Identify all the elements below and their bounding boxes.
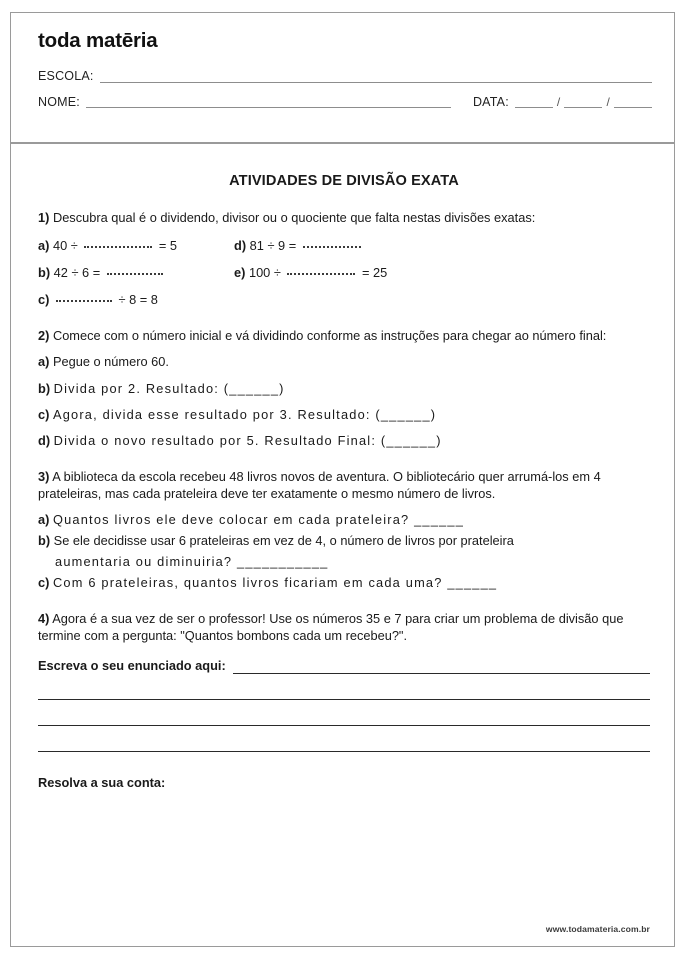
answer-blank[interactable]: [56, 300, 112, 302]
item-text: Com 6 prateleiras, quantos livros ficariam em cada uma? ______: [52, 574, 498, 590]
item-label: b): [38, 380, 51, 396]
exercise-4-answer-header: [38, 657, 650, 674]
item-expression-after: ÷ 8 = 8: [118, 292, 158, 308]
exercise-3-item-a[interactable]: [38, 511, 650, 528]
exercise-4-text: Agora é a sua vez de ser o professor! Use os números 35 e 7 para criar um problema de divisão que termine com a pergunta: "Quantos bombons cada um recebeu?".: [38, 610, 624, 643]
answer-line-4[interactable]: [38, 726, 650, 752]
item-label: d): [234, 238, 247, 254]
item-expression-before: 100 ÷: [248, 265, 281, 281]
answer-line-1[interactable]: [233, 661, 650, 674]
worksheet-body: [11, 144, 674, 791]
item-text: aumentaria ou diminuiria? ___________: [55, 553, 329, 569]
school-input-line[interactable]: [100, 71, 652, 83]
exercise-2-prompt: [38, 327, 650, 344]
item-text: Divida por 2. Resultado: (______): [53, 380, 285, 396]
answer-blank[interactable]: [107, 273, 163, 275]
page-title: ATIVIDADES DE DIVISÃO EXATA: [229, 173, 459, 189]
exercise-1-item-e: [234, 264, 650, 281]
item-expression-after: = 5: [158, 238, 178, 254]
date-month-line[interactable]: [564, 96, 602, 108]
exercise-1-item-d: [234, 237, 650, 254]
exercise-3-item-c[interactable]: [38, 574, 650, 591]
footer-url: www.todamateria.com.br: [545, 924, 650, 934]
item-label: a): [38, 354, 50, 370]
item-label: c): [38, 574, 50, 590]
date-day-line[interactable]: [515, 96, 553, 108]
answer-line-3[interactable]: [38, 700, 650, 726]
worksheet-header: [11, 13, 674, 144]
exercise-2-item-c[interactable]: [38, 406, 650, 423]
exercise-4-number: 4): [38, 610, 50, 626]
exercise-1-items: [38, 237, 650, 308]
exercise-2-item-d[interactable]: [38, 432, 650, 449]
answer-line-2[interactable]: [38, 674, 650, 700]
item-text: Quantos livros ele deve colocar em cada prateleira? ______: [52, 511, 465, 527]
item-label: b): [38, 532, 51, 548]
brand-logo: toda matēria: [38, 29, 158, 52]
name-date-field-row: [38, 96, 652, 109]
item-text: Agora, divida esse resultado por 3. Resultado: (______): [52, 406, 437, 422]
item-label: d): [38, 432, 51, 448]
item-label: a): [38, 238, 50, 254]
exercise-1-item-a: [38, 237, 234, 254]
worksheet-sheet: [10, 12, 675, 947]
exercise-1-item-b: [38, 264, 234, 281]
answer-blank[interactable]: [303, 246, 361, 248]
item-text: Se ele decidisse usar 6 prateleiras em vez de 4, o número de livros por prateleira: [53, 532, 514, 548]
answer-blank[interactable]: [84, 246, 152, 248]
item-expression-before: 40 ÷: [52, 238, 78, 254]
answer-blank[interactable]: [287, 273, 355, 275]
exercise-3-text: A biblioteca da escola recebeu 48 livros novos de aventura. O bibliotecário quer arrumá-los em 4 prateleiras, mas cada prateleira deve ter exatamente o mesmo número de livros.: [38, 468, 601, 501]
school-label: ESCOLA:: [38, 69, 94, 83]
exercise-1-number: 1): [38, 210, 50, 226]
name-input-line[interactable]: [86, 96, 451, 108]
answer-label: Escreva o seu enunciado aqui:: [38, 657, 226, 673]
exercise-1-grid-spacer: [234, 291, 650, 308]
exercise-1-item-c: [38, 291, 234, 308]
date-separator-2: /: [606, 95, 610, 109]
exercise-3-number: 3): [38, 468, 50, 484]
item-label: c): [38, 406, 50, 422]
item-text: Pegue o número 60.: [52, 354, 169, 370]
school-field-row: [38, 70, 652, 83]
exercise-1-text: Descubra qual é o dividendo, divisor ou o quociente que falta nestas divisões exatas:: [52, 210, 536, 226]
exercise-2-text: Comece com o número inicial e vá dividindo conforme as instruções para chegar ao número final:: [52, 328, 607, 344]
exercise-3-item-b: [38, 532, 650, 549]
item-label: e): [234, 265, 246, 281]
exercise-2-number: 2): [38, 328, 50, 344]
item-text: Divida o novo resultado por 5. Resultado Final: (______): [53, 432, 442, 448]
name-label: NOME:: [38, 94, 80, 109]
date-year-line[interactable]: [614, 96, 652, 108]
exercise-4-prompt: [38, 610, 650, 644]
exercise-2-item-b[interactable]: [38, 380, 650, 397]
exercise-1-prompt: [38, 209, 650, 226]
item-label: c): [38, 292, 50, 308]
item-expression-before: 42 ÷ 6 =: [53, 265, 101, 281]
date-field-group: [473, 96, 652, 109]
date-separator-1: /: [556, 95, 561, 109]
solve-label: Resolva a sua conta:: [38, 774, 166, 790]
exercise-3-item-b-continued[interactable]: [38, 553, 650, 570]
item-label: b): [38, 265, 51, 281]
date-label: DATA:: [472, 94, 509, 109]
item-label: a): [38, 511, 50, 527]
item-expression-after: = 25: [362, 265, 388, 281]
exercise-3-prompt: [38, 468, 650, 502]
exercise-2-item-a: [38, 353, 650, 370]
item-expression-before: 81 ÷ 9 =: [249, 238, 297, 254]
